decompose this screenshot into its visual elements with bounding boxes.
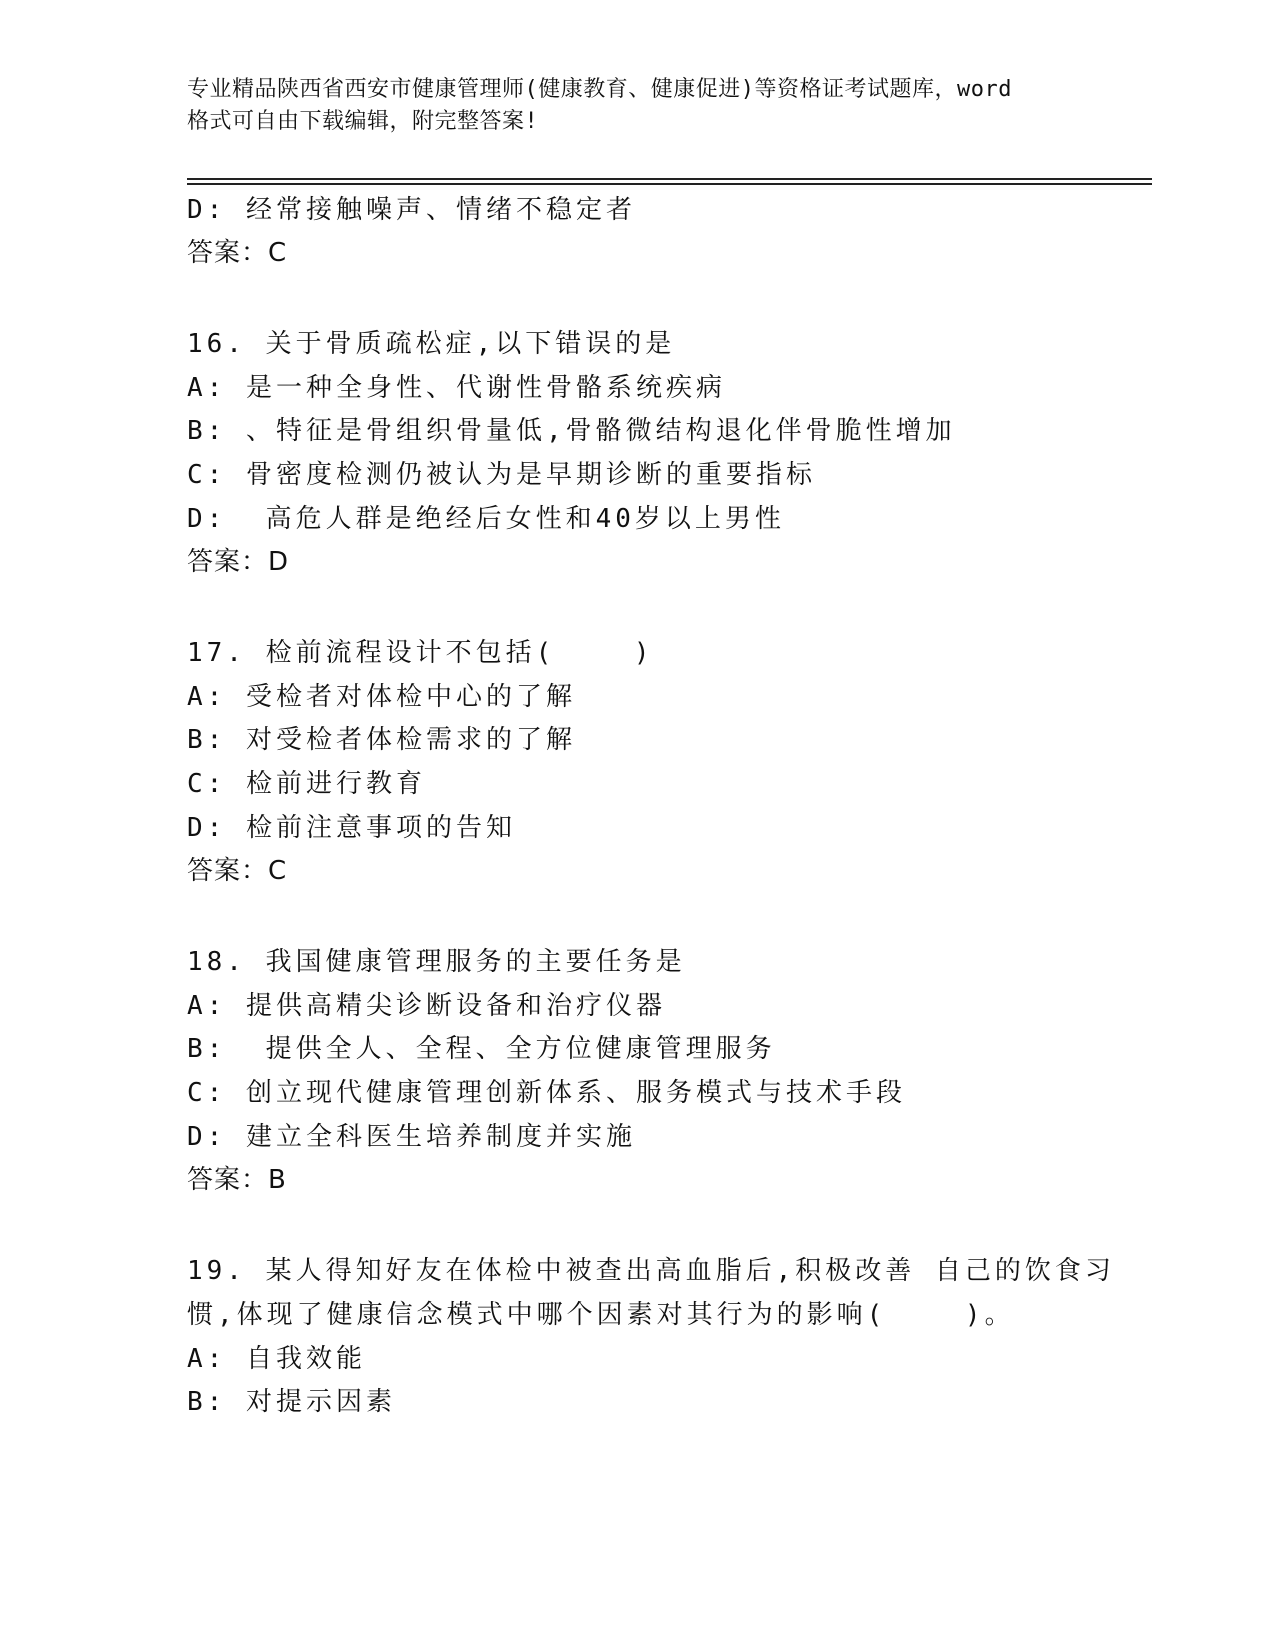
q17-answer: 答案：C [187,856,288,886]
q17-question: 17. 检前流程设计不包括( ) [187,638,654,668]
q19-option-a: A: 自我效能 [187,1344,366,1374]
q15-answer: 答案：C [187,238,288,268]
document-header [187,74,1087,138]
q17-option-c: C: 检前进行教育 [187,769,426,799]
q17-option-d: D: 检前注意事项的告知 [187,813,516,843]
q16-option-c: C: 骨密度检测仍被认为是早期诊断的重要指标 [187,460,816,490]
q16-question: 16. 关于骨质疏松症,以下错误的是 [187,329,676,359]
q18-option-c: C: 创立现代健康管理创新体系、服务模式与技术手段 [187,1078,906,1108]
header-line-2: 格式可自由下载编辑，附完整答案! [187,109,539,134]
q18-option-a: A: 提供高精尖诊断设备和治疗仪器 [187,991,666,1021]
q16-option-d: D: 高危人群是绝经后女性和40岁以上男性 [187,504,785,534]
q16-answer: 答案：D [187,547,290,577]
q19-question-line-1: 19. 某人得知好友在体检中被查出高血脂后,积极改善 自己的饮食习 [187,1256,1115,1286]
q16-option-b: B: 、特征是骨组织骨量低,骨骼微结构退化伴骨脆性增加 [187,416,956,446]
header-line-1: 专业精品陕西省西安市健康管理师(健康教育、健康促进)等资格证考试题库，word [187,77,1012,102]
header-divider-top [187,178,1152,180]
header-divider-bottom [187,183,1152,185]
q18-option-b: B: 提供全人、全程、全方位健康管理服务 [187,1034,776,1064]
q19-option-b: B: 对提示因素 [187,1387,396,1417]
q17-option-a: A: 受检者对体检中心的了解 [187,682,576,712]
q17-option-b: B: 对受检者体检需求的了解 [187,725,576,755]
q15-option-d: D: 经常接触噪声、情绪不稳定者 [187,195,636,225]
q19-question-line-2: 惯,体现了健康信念模式中哪个因素对其行为的影响( )。 [187,1300,1015,1330]
q18-option-d: D: 建立全科医生培养制度并实施 [187,1122,636,1152]
q16-option-a: A: 是一种全身性、代谢性骨骼系统疾病 [187,373,726,403]
q18-question: 18. 我国健康管理服务的主要任务是 [187,947,686,977]
q18-answer: 答案：B [187,1165,287,1195]
